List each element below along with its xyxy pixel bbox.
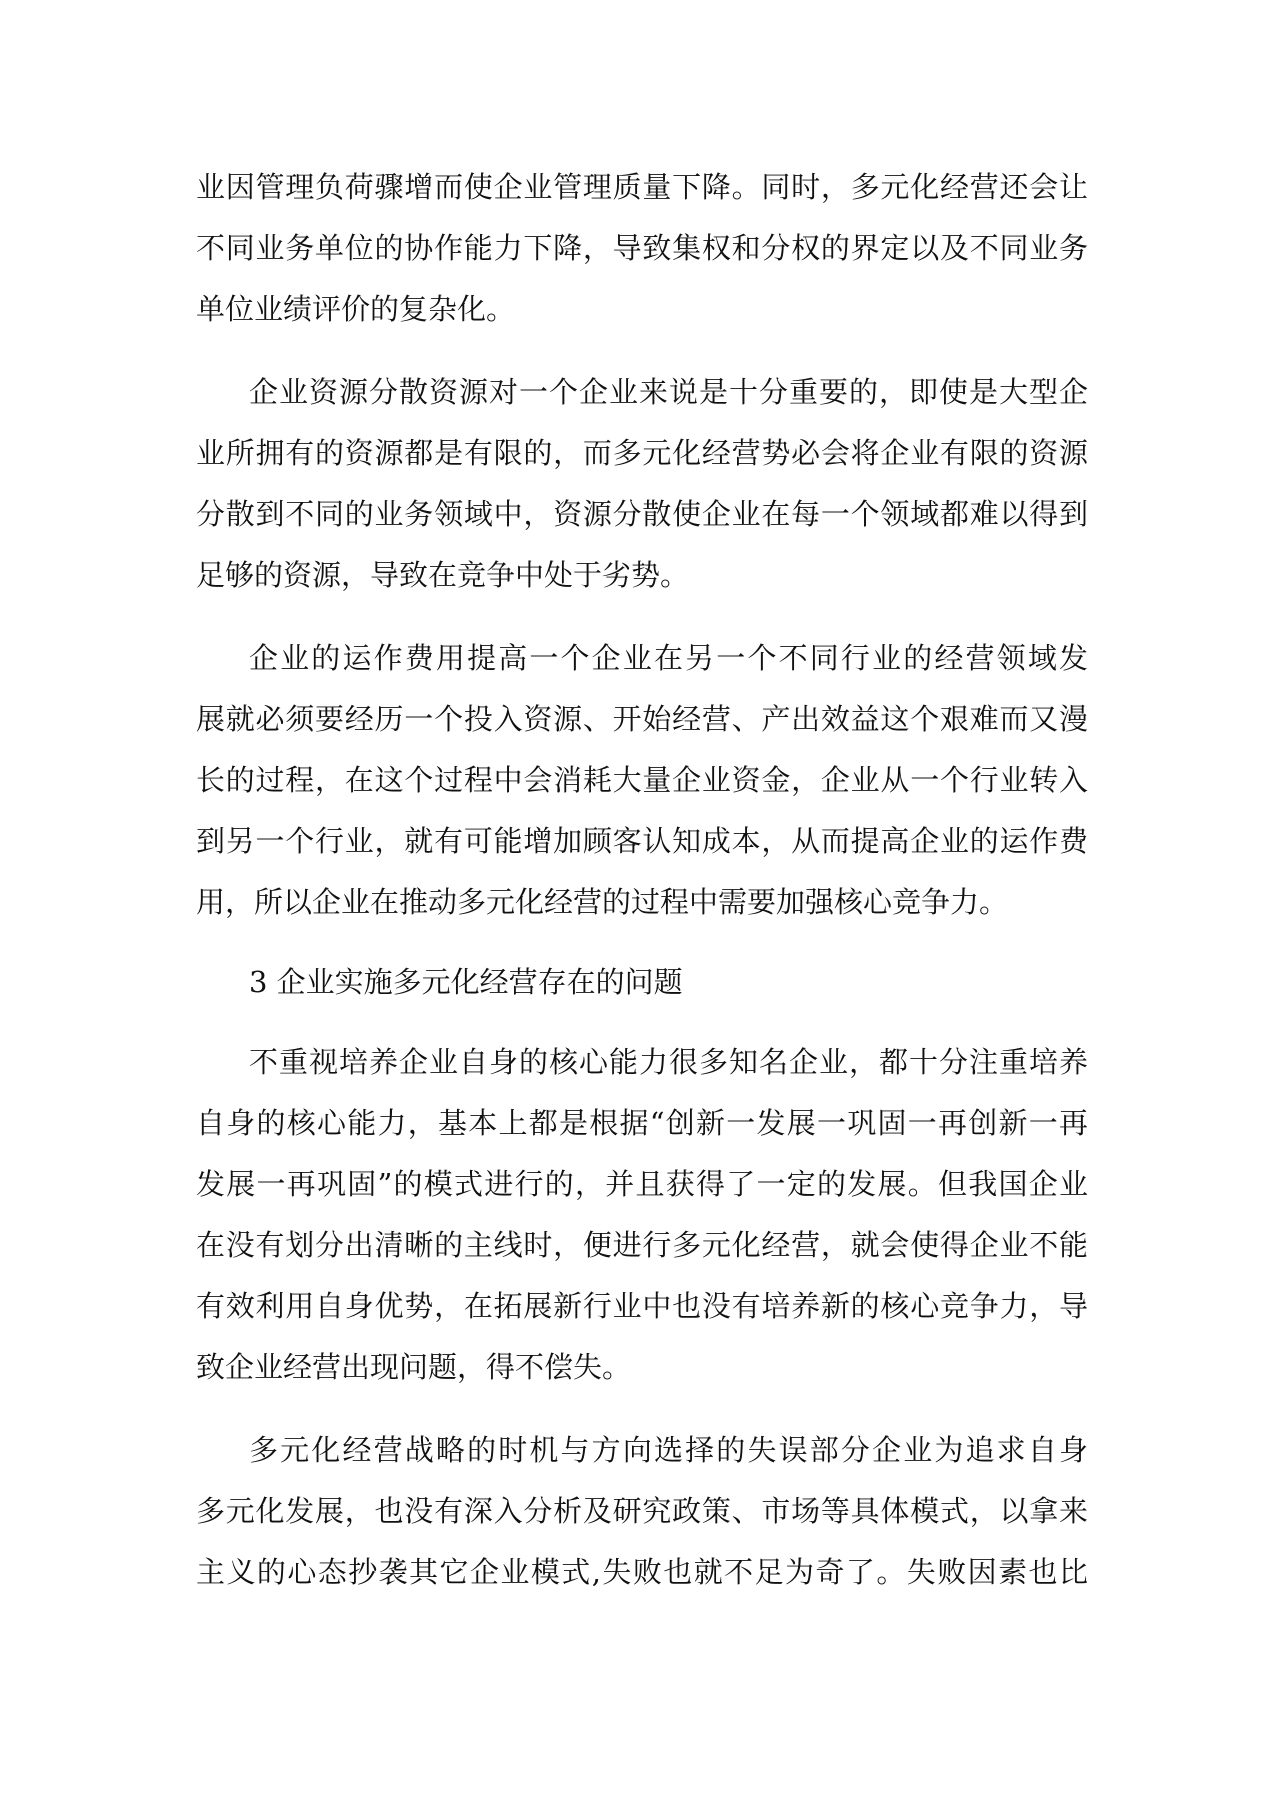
text-line: 自身的核心能力，基本上都是根据“创新一发展一巩固一再创新一再: [196, 1106, 1088, 1140]
text-line: 单位业绩评价的复杂化。: [196, 292, 516, 326]
text-line: 主义的心态抄袭其它企业模式,失败也就不足为奇了。失败因素也比: [196, 1555, 1088, 1589]
text-line: 长的过程，在这个过程中会消耗大量企业资金，企业从一个行业转入: [196, 763, 1088, 797]
text-line: 业所拥有的资源都是有限的，而多元化经营势必会将企业有限的资源: [196, 436, 1088, 470]
text-line: 用，所以企业在推动多元化经营的过程中需要加强核心竞争力。: [196, 885, 1009, 919]
text-line: 不同业务单位的协作能力下降，导致集权和分权的界定以及不同业务: [196, 231, 1088, 265]
text-line: 业因管理负荷骤增而使企业管理质量下降。同时，多元化经营还会让: [196, 170, 1088, 204]
section-heading: 3 企业实施多元化经营存在的问题: [249, 965, 683, 999]
text-line: 企业资源分散资源对一个企业来说是十分重要的，即使是大型企: [249, 375, 1088, 409]
text-line: 有效利用自身优势，在拓展新行业中也没有培养新的核心竞争力，导: [196, 1289, 1088, 1323]
text-line: 在没有划分出清晰的主线时，便进行多元化经营，就会使得企业不能: [196, 1228, 1088, 1262]
text-line: 多元化经营战略的时机与方向选择的失误部分企业为追求自身: [249, 1433, 1088, 1467]
text-line: 到另一个行业，就有可能增加顾客认知成本，从而提高企业的运作费: [196, 824, 1088, 858]
text-line: 不重视培养企业自身的核心能力很多知名企业，都十分注重培养: [249, 1045, 1088, 1079]
text-line: 企业的运作费用提高一个企业在另一个不同行业的经营领域发: [249, 641, 1088, 675]
text-line: 分散到不同的业务领域中，资源分散使企业在每一个领域都难以得到: [196, 497, 1088, 531]
text-line: 展就必须要经历一个投入资源、开始经营、产出效益这个艰难而又漫: [196, 702, 1088, 736]
text-line: 足够的资源，导致在竞争中处于劣势。: [196, 558, 690, 592]
text-line: 多元化发展，也没有深入分析及研究政策、市场等具体模式，以拿来: [196, 1494, 1088, 1528]
text-line: 发展一再巩固”的模式进行的，并且获得了一定的发展。但我国企业: [196, 1167, 1088, 1201]
text-line: 致企业经营出现问题，得不偿失。: [196, 1350, 632, 1384]
